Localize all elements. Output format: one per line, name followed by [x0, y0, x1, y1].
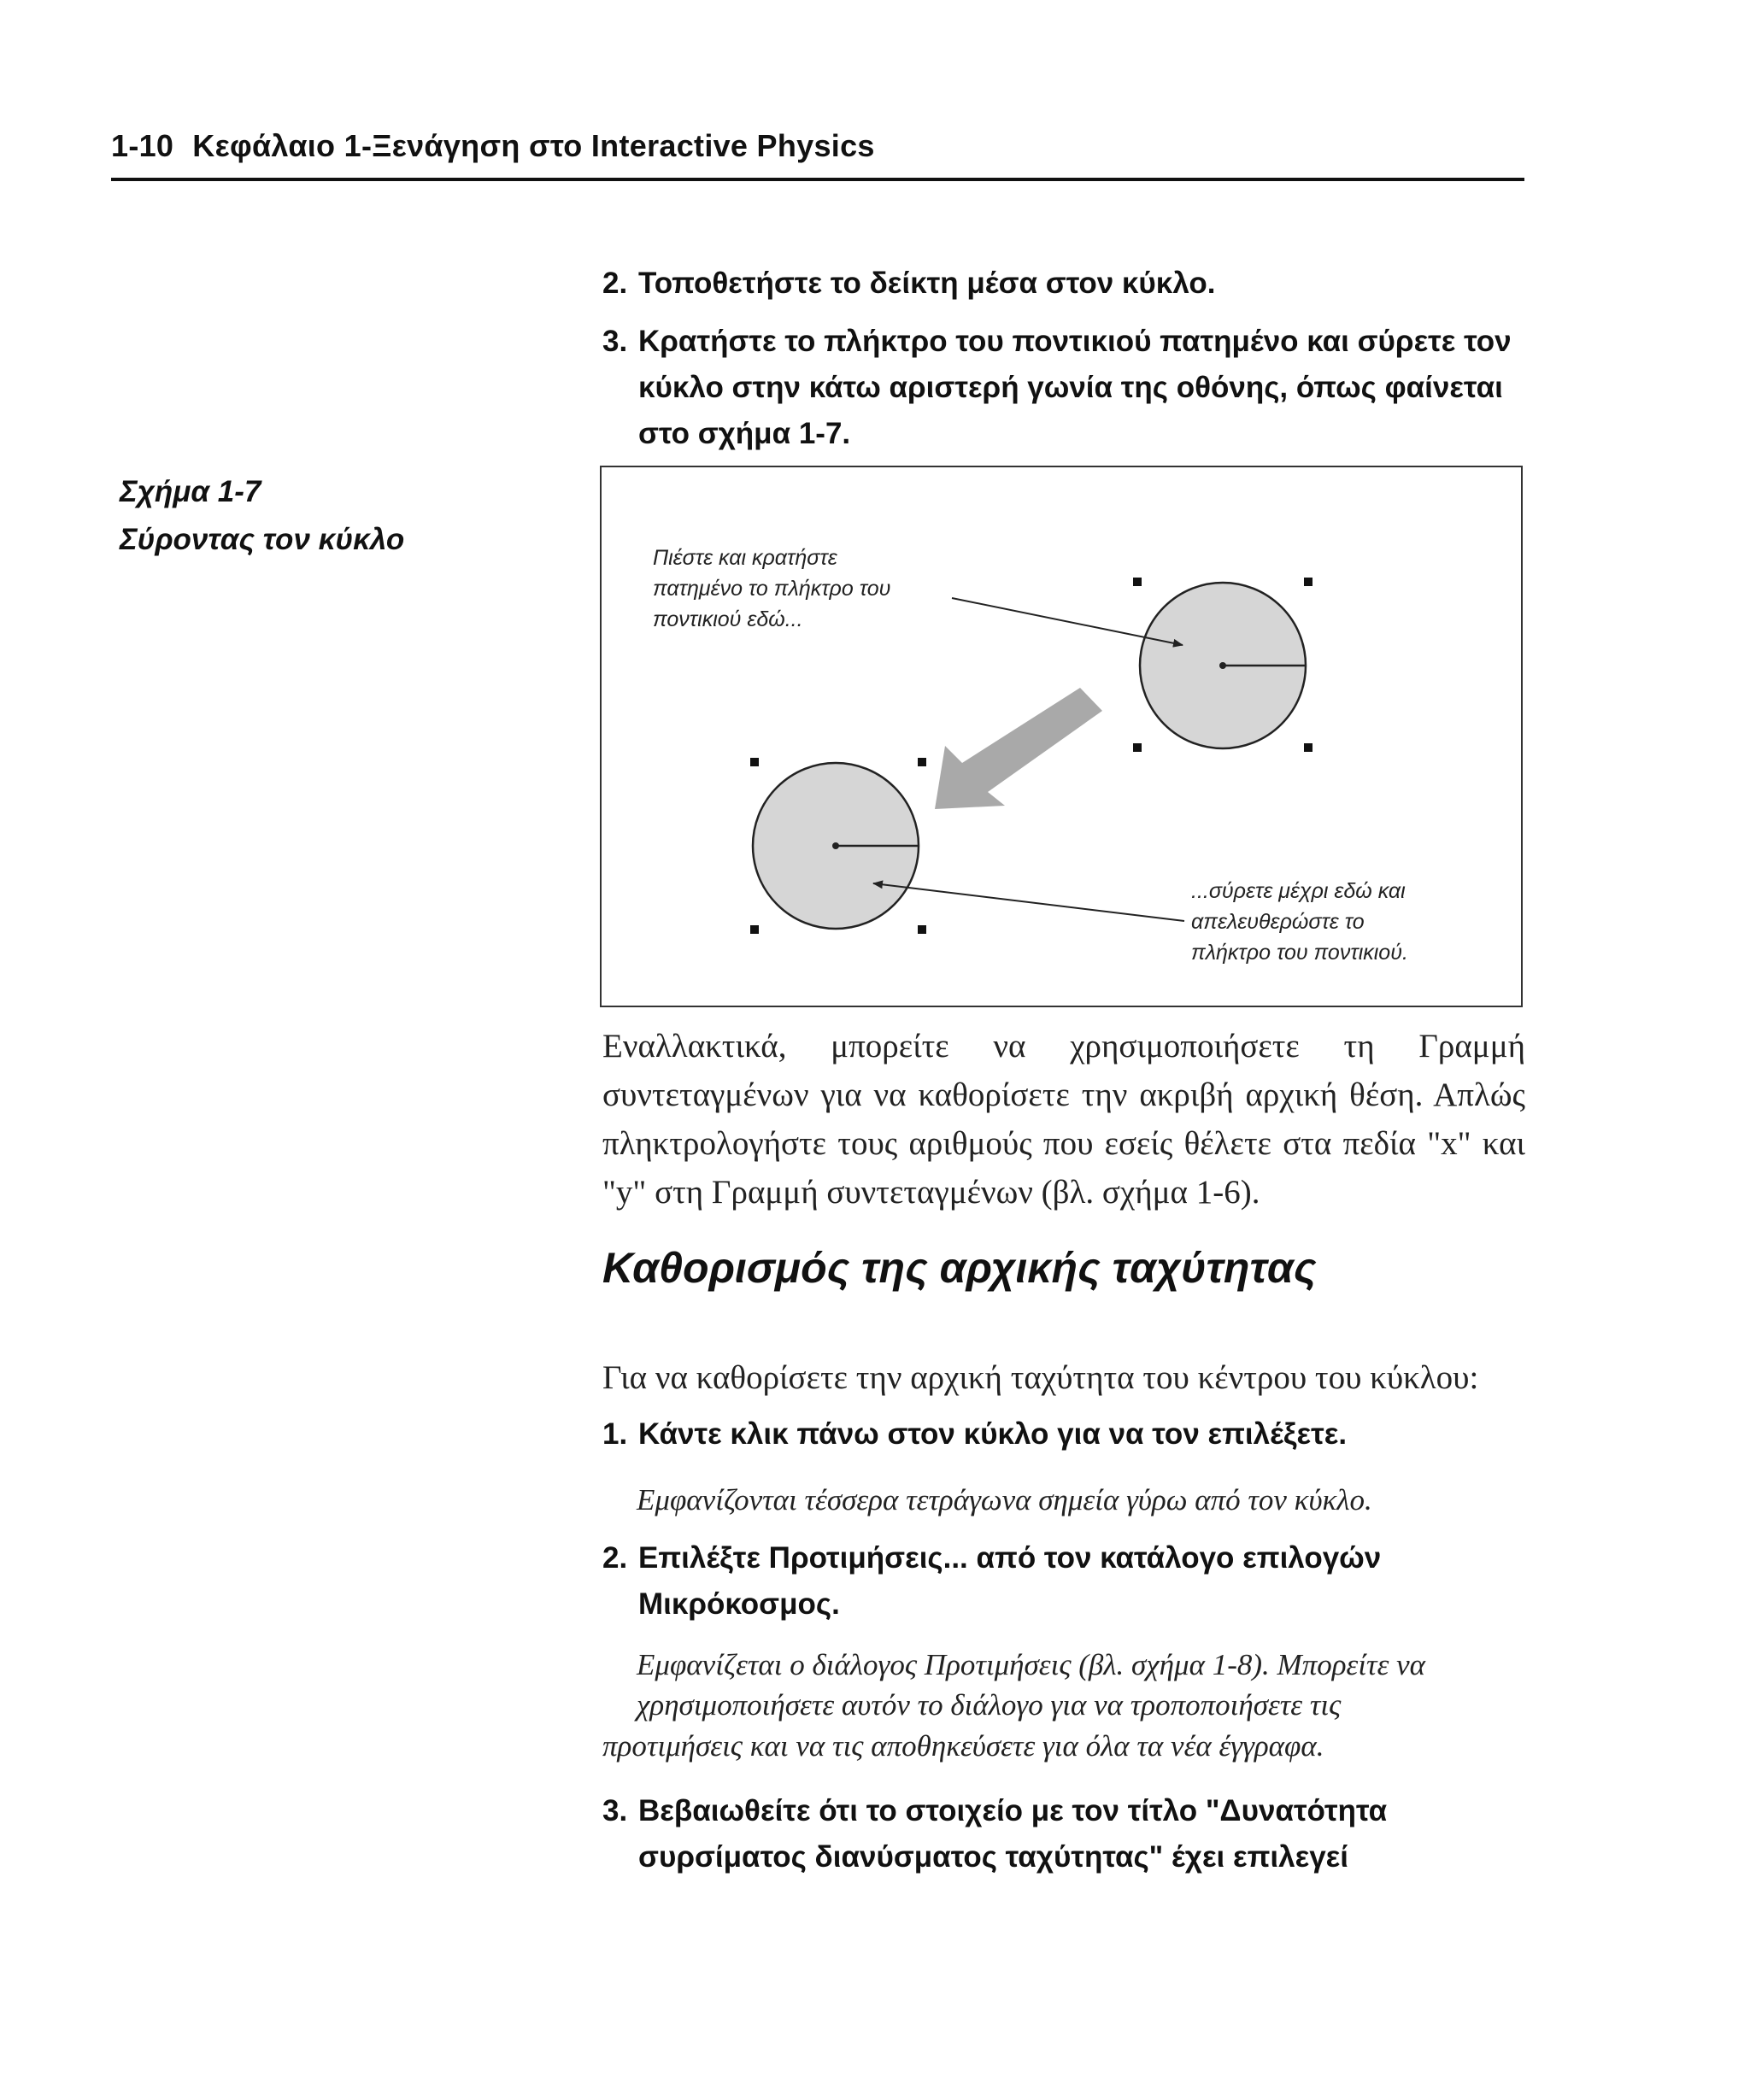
paragraph-alternative: Εναλλακτικά, μπορείτε να χρησιμοποιήσετε τη Γραμμή συντεταγμένων για να καθορίσετε την ακριβή αρχική θέση. Απλώς πληκτρολογήστε τους αριθμούς που εσείς θέλετε στα πεδία "x" και "y" στη Γραμμή συντεταγμένων (βλ. σχήμα 1-6). [602, 1028, 1525, 1211]
chapter-title: Κεφάλαιο 1-Ξενάγηση στο Interactive Physics [192, 128, 875, 163]
figure-1-7 [600, 466, 1523, 1007]
step-1-note: Εμφανίζονται τέσσερα τετράγωνα σημεία γύρω από τον κύκλο. [637, 1483, 1372, 1516]
step-text: Επιλέξτε Προτιμήσεις... από τον κατάλογο επιλογών Μικρόκοσμος. [638, 1541, 1382, 1621]
step-text: Κρατήστε το πλήκτρο του ποντικιού πατημένο και σύρετε τον κύκλο στην κάτω αριστερή γωνία της οθόνης, όπως φαίνεται στο σχήμα 1-7. [638, 325, 1512, 450]
section-intro: Για να καθορίσετε την αρχική ταχύτητα του κέντρου του κύκλου: [602, 1359, 1479, 1396]
step-number: 3. [602, 325, 628, 358]
step-3-top [602, 319, 1525, 457]
step-number: 1. [602, 1417, 628, 1451]
step-number: 3. [602, 1794, 628, 1827]
page-number: 1-10 [111, 128, 174, 163]
running-header [111, 128, 875, 164]
step-2-note-line1: Εμφανίζεται ο διάλογος Προτιμήσεις (βλ. σχήμα 1-8). Μπορείτε να [637, 1648, 1426, 1681]
selection-handle [750, 758, 759, 766]
step-text: Κάντε κλικ πάνω στον κύκλο για να τον επιλέξετε. [638, 1417, 1348, 1451]
section-step-3 [602, 1788, 1491, 1880]
selection-handle [750, 925, 759, 934]
leader-line-press [952, 598, 1183, 645]
step-2-note-line2: χρησιμοποιήσετε αυτόν το διάλογο για να τροποποιήσετε τις [637, 1688, 1342, 1722]
section-step-2 [602, 1535, 1457, 1628]
drag-arrow-icon [935, 688, 1102, 809]
header-rule [111, 178, 1524, 181]
step-number: 2. [602, 1541, 628, 1575]
selection-handle [918, 925, 926, 934]
selection-handle [1133, 743, 1142, 752]
circle-end [750, 758, 926, 934]
leader-line-release [873, 883, 1184, 921]
step-text: Βεβαιωθείτε ότι το στοιχείο με τον τίτλο "Δυνατότητα συρσίματος διανύσματος ταχύτητας" έχει επιλεγεί [638, 1794, 1388, 1874]
step-text: Τοποθετήστε το δείκτη μέσα στον κύκλο. [638, 267, 1216, 300]
section-step-1 [602, 1411, 1534, 1458]
section-title: Καθορισμός της αρχικής ταχύτητας [602, 1244, 1317, 1292]
selection-handle [1304, 743, 1312, 752]
selection-handle [1133, 578, 1142, 586]
circle-start-center [1219, 662, 1226, 669]
label-release: ...σύρετε μέχρι εδώ και απελευθερώστε το πλήκτρο του ποντικιού. [1191, 879, 1408, 965]
step-2-top [602, 261, 1534, 307]
circle-start [1133, 578, 1312, 752]
step-number: 2. [602, 267, 628, 300]
figure-caption [120, 468, 404, 564]
selection-handle [918, 758, 926, 766]
figure-number: Σχήμα 1-7 [120, 475, 261, 508]
selection-handle [1304, 578, 1312, 586]
label-press: Πιέστε και κρατήστε πατημένο το πλήκτρο του ποντικιού εδώ... [653, 546, 891, 631]
step-2-note-line3: προτιμήσεις και να τις αποθηκεύσετε για όλα τα νέα έγγραφα. [602, 1729, 1324, 1763]
circle-end-center [832, 842, 839, 849]
figure-title: Σύροντας τον κύκλο [120, 523, 405, 556]
